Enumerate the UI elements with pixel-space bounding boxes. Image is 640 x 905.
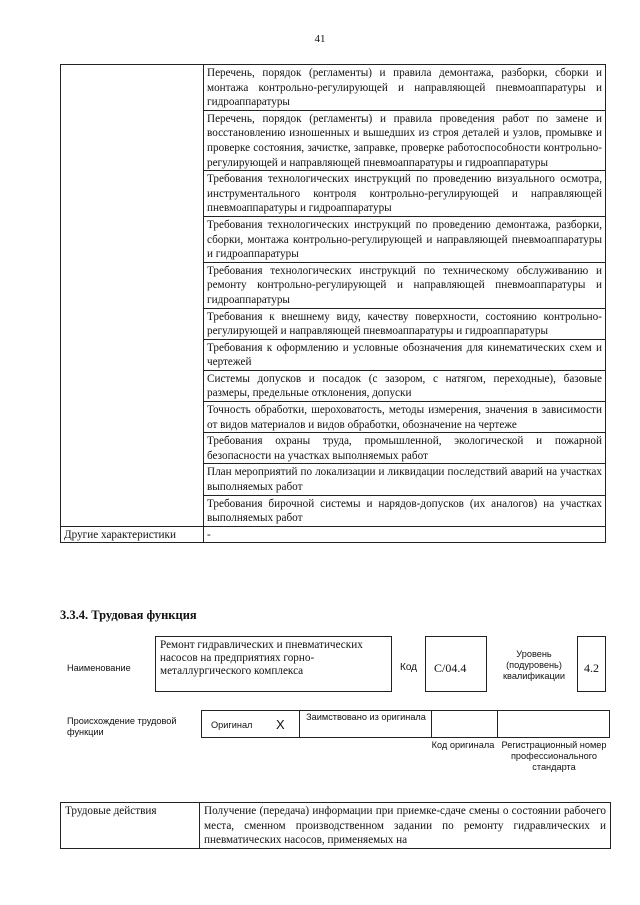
other-label: Другие характеристики: [61, 526, 204, 543]
knowledge-item: Требования к внешнему виду, качеству поверхности, состоянию контрольно-регулирующей и направляющей пневмоаппаратуры и гидроаппаратуры: [204, 308, 606, 339]
knowledge-row: [61, 65, 606, 111]
function-name-value: Ремонт гидравлических и пневматических насосов на предприятиях горно-металлургического комплекса: [160, 639, 363, 677]
page-number: 41: [314, 33, 326, 45]
knowledge-item: Требования технологических инструкций по техническому обслуживанию и ремонту контрольно-регулирующей и направляющей пневмоаппаратуры и гидроаппаратуры: [204, 262, 606, 308]
code-label: Код: [400, 662, 418, 673]
reg-number-label: Регистрационный номер профессионального стандарта: [501, 740, 607, 772]
actions-table: [60, 802, 611, 849]
level-label: Уровень (подуровень) квалификации: [503, 649, 565, 681]
original-label: Оригинал: [211, 720, 253, 730]
actions-text: Получение (передача) информации при приемке-сдаче смены о состоянии рабочего места, сменном производственном задании по ремонту гидравлических и пневматических насосов, применяемых на: [200, 803, 611, 849]
borrowed-label: Заимствовано из оригинала: [306, 712, 426, 722]
knowledge-item: Требования охраны труда, промышленной, экологической и пожарной безопасности на участках выполняемых работ: [204, 433, 606, 464]
level-value: 4.2: [584, 661, 599, 675]
function-name-box: [155, 636, 392, 692]
borrowed-cell: [299, 710, 432, 738]
knowledge-table: [60, 64, 606, 543]
code-original-cell: [431, 710, 498, 738]
code-value: C/04.4: [434, 661, 467, 675]
code-original-label: Код оригинала: [431, 740, 495, 750]
code-box: [425, 636, 487, 692]
other-value: -: [204, 526, 606, 543]
knowledge-left-cell: [61, 65, 204, 527]
origin-row: [201, 710, 610, 738]
origin-label: Происхождение трудовой функции: [67, 716, 177, 737]
original-mark: X: [276, 717, 285, 732]
knowledge-item: Системы допусков и посадок (с зазором, с натягом, переходные), базовые размеры, предельные отклонения, допуски: [204, 370, 606, 401]
other-row: [61, 526, 606, 543]
knowledge-item: План мероприятий по локализации и ликвидации последствий аварий на участках выполняемых работ: [204, 464, 606, 495]
knowledge-item: Требования к оформлению и условные обозначения для кинематических схем и чертежей: [204, 339, 606, 370]
knowledge-item: Требования технологических инструкций по проведению визуального осмотра, инструментального контроля контрольно-регулирующей и направляющей пневмоаппаратуры и гидроаппаратуры: [204, 171, 606, 217]
knowledge-item: Точность обработки, шероховатость, методы измерения, значения в зависимости от видов материалов и видов обработки, обозначение на чертеже: [204, 402, 606, 433]
knowledge-item: Требования бирочной системы и нарядов-допусков (их аналогов) на участках выполняемых работ: [204, 495, 606, 526]
knowledge-item: Требования технологических инструкций по проведению демонтажа, разборки, сборки, монтажа контрольно-регулирующей и направляющей пневмоаппаратуры и гидроаппаратуры: [204, 216, 606, 262]
reg-number-cell: [497, 710, 610, 738]
knowledge-item: Перечень, порядок (регламенты) и правила демонтажа, разборки, сборки и монтажа контрольно-регулирующей и направляющей пневмоаппаратуры и гидроаппаратуры: [204, 65, 606, 111]
actions-row: [61, 803, 611, 849]
section-title: 3.3.4. Трудовая функция: [60, 608, 197, 622]
level-box: [577, 636, 606, 692]
actions-label: Трудовые действия: [61, 803, 200, 849]
knowledge-item: Перечень, порядок (регламенты) и правила проведения работ по замене и восстановлению изношенных и вышедших из строя деталей и узлов, промывке и проверке состояния, зачистке, заправке, проверке работоспособности контрольно-регулирующей и направляющей пневмоаппаратуры и гидроаппаратуры: [204, 110, 606, 170]
name-label: Наименование: [67, 663, 131, 673]
